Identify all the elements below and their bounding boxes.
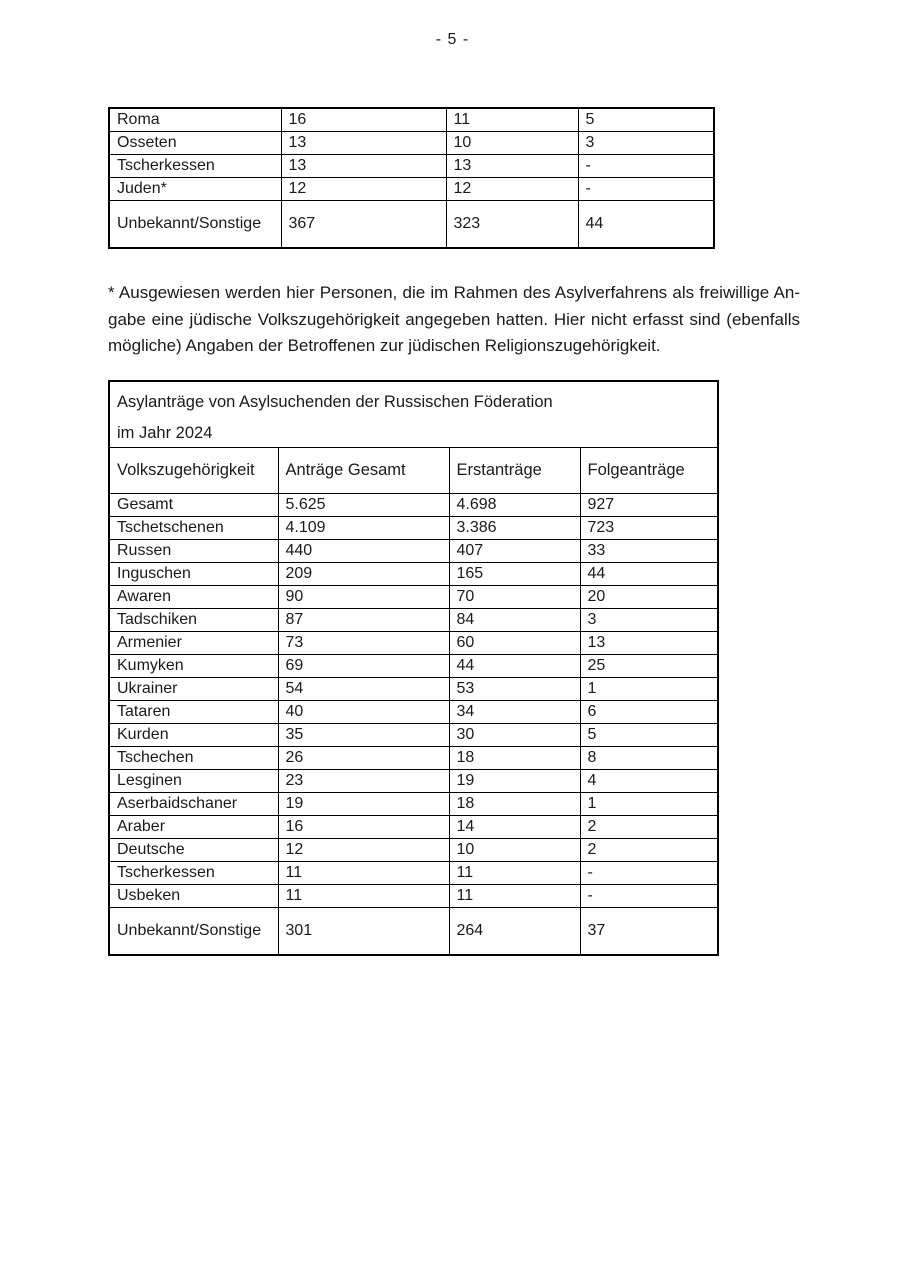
table-cell: 5 [580,723,718,746]
table-cell: 11 [278,861,449,884]
table-cell: 70 [449,585,580,608]
table-row [109,201,714,248]
table-cell: - [578,155,714,178]
table-cell: 13 [281,155,446,178]
table-cell: 11 [449,884,580,907]
asylum-applications-2024-table [108,380,719,956]
page-number: - 5 - [435,31,470,48]
table-cell: 14 [449,815,580,838]
table-row [109,746,718,769]
table-row [109,861,718,884]
table-cell: Roma [109,108,281,132]
table-row [109,700,718,723]
table-cell: 26 [278,746,449,769]
table-cell: Ukrainer [109,677,278,700]
table-cell: 84 [449,608,580,631]
table-cell: - [580,861,718,884]
table-cell: 54 [278,677,449,700]
table-cell: Tscherkessen [109,155,281,178]
table-row [109,178,714,201]
table-title-row [109,381,718,447]
table-cell: 90 [278,585,449,608]
footnote-line: mögliche) Angaben der Betroffenen zur jüdischen Religionszugehörigkeit. [108,336,661,355]
table-cell: 367 [281,201,446,248]
table-row [109,493,718,516]
table-cell: 4 [580,769,718,792]
table-cell: - [580,884,718,907]
table-header-row [109,447,718,493]
table-row [109,608,718,631]
table-cell: Armenier [109,631,278,654]
table-body [109,493,718,955]
table-cell: 16 [281,108,446,132]
table-cell: 10 [446,132,578,155]
table-row [109,654,718,677]
table-cell: 18 [449,792,580,815]
table-cell: 440 [278,539,449,562]
table-title-line2: im Jahr 2024 [117,424,213,442]
column-header-folgeantraege: Folgeanträge [580,447,718,493]
table-cell: 13 [281,132,446,155]
table-cell: Tadschiken [109,608,278,631]
table-cell: 1 [580,792,718,815]
table-cell: Tschetschenen [109,516,278,539]
table-cell: 927 [580,493,718,516]
footnote [108,280,800,360]
ethnicity-table-continued [108,107,715,249]
table-cell: 34 [449,700,580,723]
table-cell: 165 [449,562,580,585]
column-header-erstantraege: Erstanträge [449,447,580,493]
table-cell: 3 [578,132,714,155]
table-cell: Kurden [109,723,278,746]
table-cell: Unbekannt/Sonstige [109,907,278,955]
table-cell: 20 [580,585,718,608]
table-cell: 19 [278,792,449,815]
table-cell: 8 [580,746,718,769]
table-cell: Gesamt [109,493,278,516]
table-cell: 73 [278,631,449,654]
table-cell: Osseten [109,132,281,155]
table-cell: 44 [580,562,718,585]
table-row [109,838,718,861]
table-cell: 16 [278,815,449,838]
table-cell: 44 [449,654,580,677]
table-cell: Awaren [109,585,278,608]
table-row [109,108,714,132]
table-cell: Usbeken [109,884,278,907]
footnote-line: * Ausgewiesen werden hier Personen, die im Rahmen des Asylverfahrens als freiwillige An- [108,283,800,302]
table-row [109,539,718,562]
table-cell: Lesginen [109,769,278,792]
table-row [109,815,718,838]
table-cell: 3 [580,608,718,631]
table-cell: 33 [580,539,718,562]
table-row [109,792,718,815]
table-cell: Tataren [109,700,278,723]
table-row [109,723,718,746]
table-row [109,155,714,178]
table-cell: 60 [449,631,580,654]
table-cell: 10 [449,838,580,861]
table-row [109,677,718,700]
table-cell: 11 [449,861,580,884]
table-cell: 4.698 [449,493,580,516]
table-cell: 44 [578,201,714,248]
table-cell: 30 [449,723,580,746]
table-cell: 2 [580,838,718,861]
table-row [109,631,718,654]
table-cell: Tscherkessen [109,861,278,884]
table-cell: 19 [449,769,580,792]
table-cell: 13 [446,155,578,178]
table-row [109,585,718,608]
table-row [109,769,718,792]
table-cell: 13 [580,631,718,654]
table-cell: Kumyken [109,654,278,677]
table-cell: 264 [449,907,580,955]
table-cell: 6 [580,700,718,723]
table-cell: 40 [278,700,449,723]
table-cell: Araber [109,815,278,838]
table-cell: 723 [580,516,718,539]
column-header-volkszugehoerigkeit: Volkszugehörigkeit [109,447,278,493]
table-cell: Juden* [109,178,281,201]
footnote-line: gabe eine jüdische Volkszugehörigkeit angegeben hatten. Hier nicht erfasst sind (ebenfalls [108,309,800,329]
table-cell: Inguschen [109,562,278,585]
table-cell: Russen [109,539,278,562]
table-cell: 301 [278,907,449,955]
table-cell: Aserbaidschaner [109,792,278,815]
table-cell: 37 [580,907,718,955]
table-cell: - [578,178,714,201]
table-row [109,516,718,539]
table-cell: 1 [580,677,718,700]
table-title-line1: Asylanträge von Asylsuchenden der Russischen Föderation [117,393,553,411]
table-row [109,884,718,907]
table-cell: 53 [449,677,580,700]
table-cell: 323 [446,201,578,248]
table-row [109,132,714,155]
table-cell: 5.625 [278,493,449,516]
table-cell: 3.386 [449,516,580,539]
table-cell: 2 [580,815,718,838]
table-cell: 12 [446,178,578,201]
table-body [109,108,714,248]
table-cell: 87 [278,608,449,631]
table-cell: 5 [578,108,714,132]
table-cell: Deutsche [109,838,278,861]
table-cell: Tschechen [109,746,278,769]
table-row [109,907,718,955]
table-cell: 23 [278,769,449,792]
column-header-antraege-gesamt: Anträge Gesamt [278,447,449,493]
table-row [109,562,718,585]
table-cell: 4.109 [278,516,449,539]
table-cell: 69 [278,654,449,677]
table-cell: 407 [449,539,580,562]
table-title [109,381,718,447]
table-cell: 12 [278,838,449,861]
table-cell: 209 [278,562,449,585]
table-cell: Unbekannt/Sonstige [109,201,281,248]
table-cell: 12 [281,178,446,201]
table-cell: 11 [446,108,578,132]
table-cell: 18 [449,746,580,769]
table-cell: 25 [580,654,718,677]
table-cell: 11 [278,884,449,907]
table-cell: 35 [278,723,449,746]
